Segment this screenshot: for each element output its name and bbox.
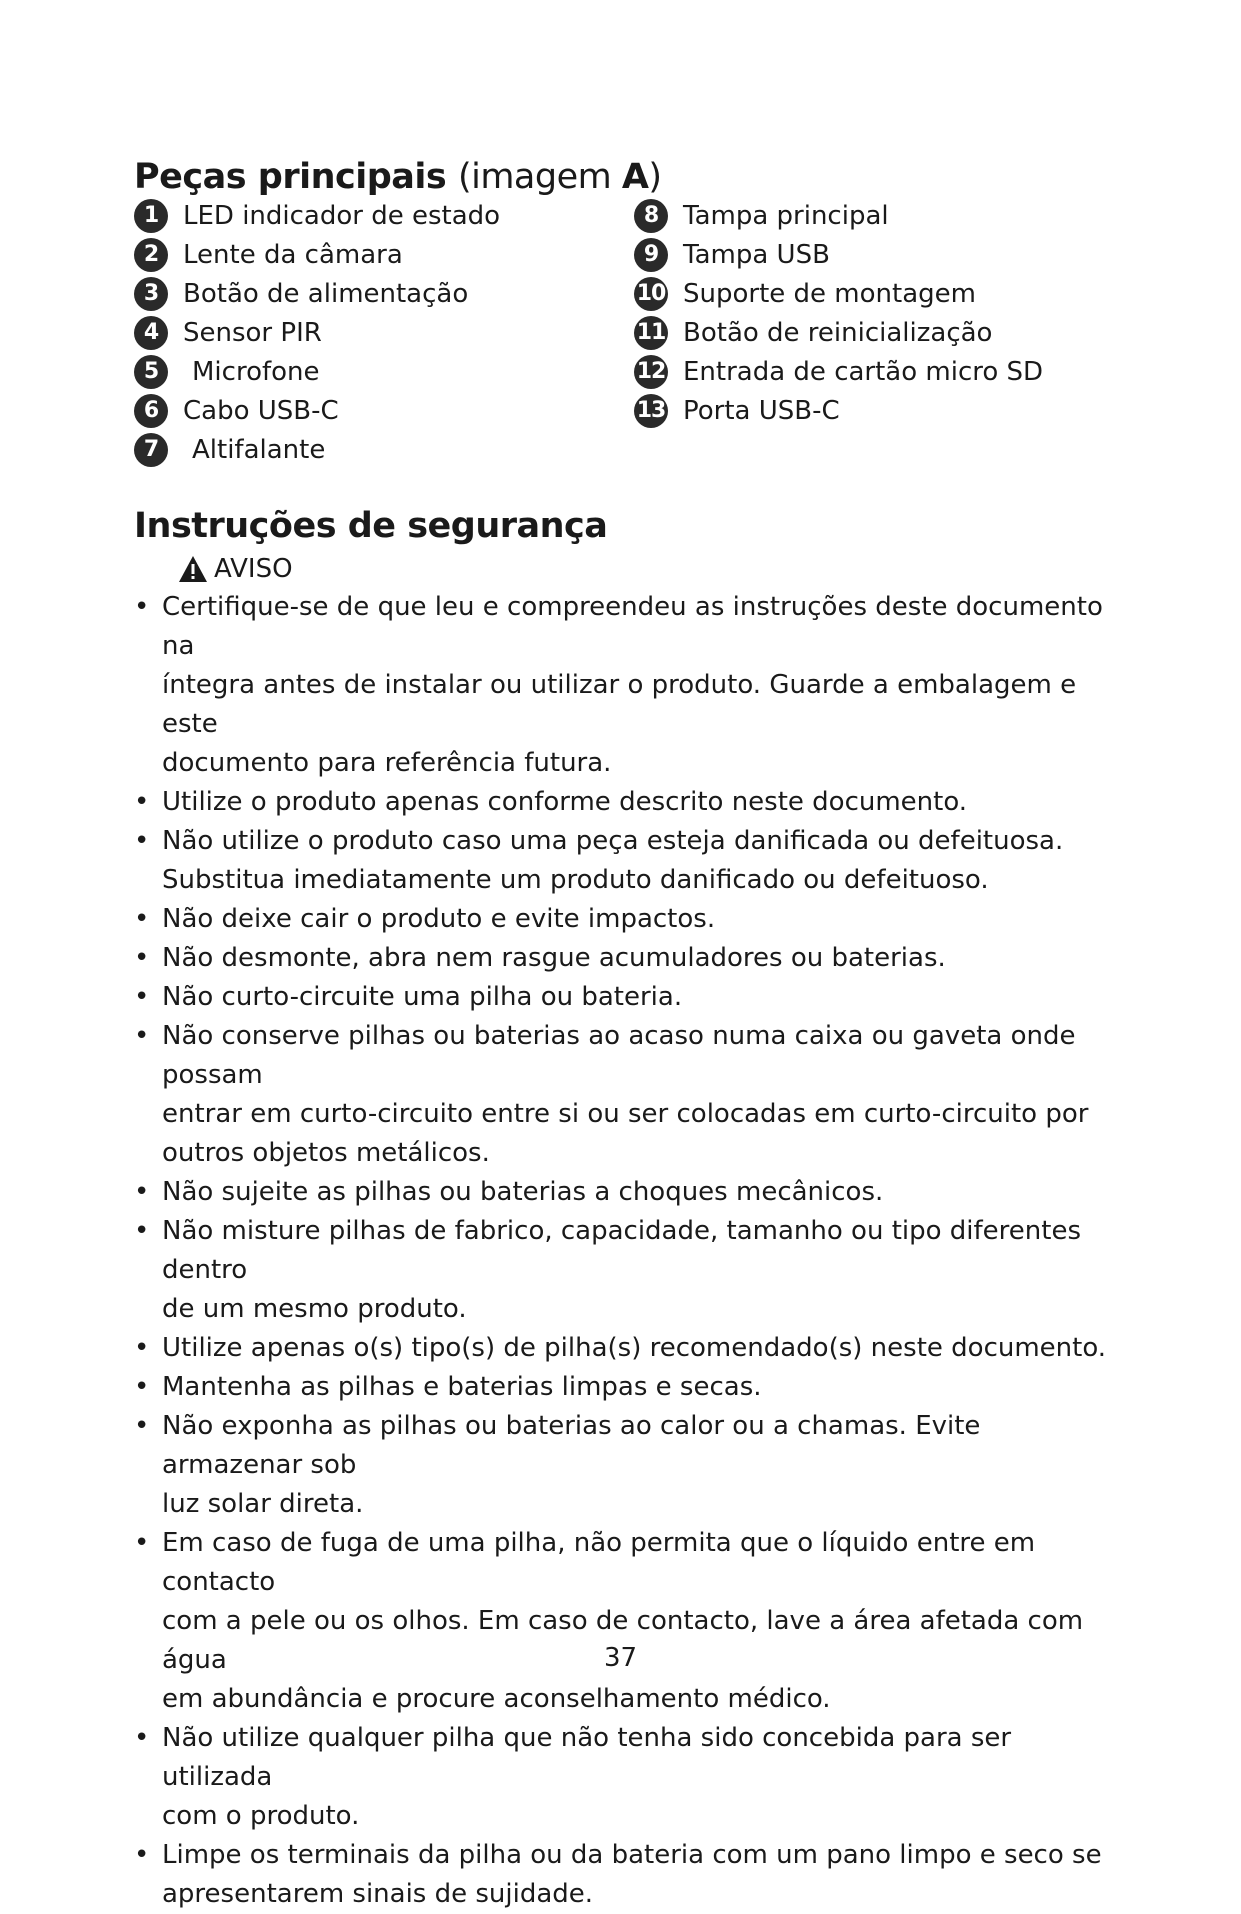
warning-label — [178, 552, 293, 586]
part-label: Suporte de montagem — [683, 278, 976, 309]
part-item — [634, 196, 1043, 235]
warning-text: AVISO — [214, 554, 293, 584]
part-item — [634, 235, 1043, 274]
part-label: Lente da câmara — [183, 239, 403, 270]
part-label: Microfone — [192, 356, 320, 387]
safety-item: • Não curto-circuite uma pilha ou bateria. — [134, 978, 1114, 1017]
part-number-badge: 13 — [634, 394, 668, 428]
safety-item: • Não sujeite as pilhas ou baterias a choques mecânicos. — [134, 1173, 1114, 1212]
part-number-badge: 2 — [134, 238, 168, 272]
part-number-badge: 9 — [634, 238, 668, 272]
part-label: Botão de reinicialização — [683, 317, 993, 348]
part-number-badge: 6 — [134, 394, 168, 428]
part-item — [634, 274, 1043, 313]
parts-title-letter: A — [621, 157, 649, 197]
part-item — [634, 313, 1043, 352]
part-number-badge: 12 — [634, 355, 668, 389]
safety-item: • Mantenha as pilhas e baterias limpas e secas. — [134, 1368, 1114, 1407]
parts-section-title — [134, 157, 662, 197]
safety-item: • Não utilize qualquer pilha que não tenha sido concebida para ser utilizada com o produto. — [134, 1719, 1114, 1836]
safety-item: • Não misture pilhas de fabrico, capacidade, tamanho ou tipo diferentes dentro de um mesmo produto. — [134, 1212, 1114, 1329]
part-label: Sensor PIR — [183, 317, 322, 348]
part-number-badge: 1 — [134, 199, 168, 233]
part-label: Entrada de cartão micro SD — [683, 356, 1044, 387]
safety-item: • Não desmonte, abra nem rasgue acumuladores ou baterias. — [134, 939, 1114, 978]
part-number-badge: 4 — [134, 316, 168, 350]
safety-item: • Certifique-se de que leu e compreendeu as instruções deste documento na íntegra antes de instalar ou utilizar o produto. Guarde a embalagem e este documento para referência futura. — [134, 588, 1114, 783]
part-item — [134, 352, 500, 391]
part-label: Botão de alimentação — [183, 278, 469, 309]
parts-title-bold: Peças principais — [134, 157, 447, 197]
part-item — [134, 430, 500, 469]
safety-item: • Não utilize o produto caso uma peça esteja danificada ou defeituosa. Substitua imediatamente um produto danificado ou defeituoso. — [134, 822, 1114, 900]
part-number-badge: 11 — [634, 316, 668, 350]
part-number-badge: 10 — [634, 277, 668, 311]
part-number-badge: 3 — [134, 277, 168, 311]
part-item — [134, 196, 500, 235]
parts-title-pre: (imagem — [457, 157, 622, 197]
safety-item: • Não deixe cair o produto e evite impactos. — [134, 900, 1114, 939]
safety-item: • Não exponha as pilhas ou baterias ao calor ou a chamas. Evite armazenar sob luz solar direta. — [134, 1407, 1114, 1524]
part-item — [134, 235, 500, 274]
part-item — [134, 391, 500, 430]
parts-title-post: ) — [648, 157, 662, 197]
part-number-badge: 8 — [634, 199, 668, 233]
safety-item: • Utilize apenas o(s) tipo(s) de pilha(s) recomendado(s) neste documento. — [134, 1329, 1114, 1368]
page-number: 37 — [603, 1643, 638, 1673]
safety-item: • Não conserve pilhas ou baterias ao acaso numa caixa ou gaveta onde possam entrar em curto-circuito entre si ou ser colocadas em curto-circuito por outros objetos metálicos. — [134, 1017, 1114, 1173]
part-label: Tampa principal — [683, 200, 889, 231]
part-item — [134, 274, 500, 313]
safety-item: • Em caso de fuga de uma pilha, não permita que o líquido entre em contacto com a pele ou os olhos. Em caso de contacto, lave a área afetada com água em abundância e procure aconselhamento médico. — [134, 1524, 1114, 1719]
parts-list-left — [134, 196, 500, 469]
part-label: Cabo USB-C — [183, 395, 339, 426]
part-label: Tampa USB — [683, 239, 830, 270]
warning-triangle-icon — [178, 554, 208, 584]
part-item — [634, 391, 1043, 430]
safety-instructions-list — [134, 588, 1114, 1914]
part-label: Porta USB-C — [683, 395, 840, 426]
part-number-badge: 5 — [134, 355, 168, 389]
safety-item: • Limpe os terminais da pilha ou da bateria com um pano limpo e seco se apresentarem sinais de sujidade. — [134, 1836, 1114, 1914]
parts-list-right — [634, 196, 1043, 430]
part-item — [134, 313, 500, 352]
safety-section-title: Instruções de segurança — [134, 506, 608, 546]
part-item — [634, 352, 1043, 391]
part-label: LED indicador de estado — [183, 200, 501, 231]
safety-item: • Utilize o produto apenas conforme descrito neste documento. — [134, 783, 1114, 822]
part-label: Altifalante — [192, 434, 326, 465]
part-number-badge: 7 — [134, 433, 168, 467]
